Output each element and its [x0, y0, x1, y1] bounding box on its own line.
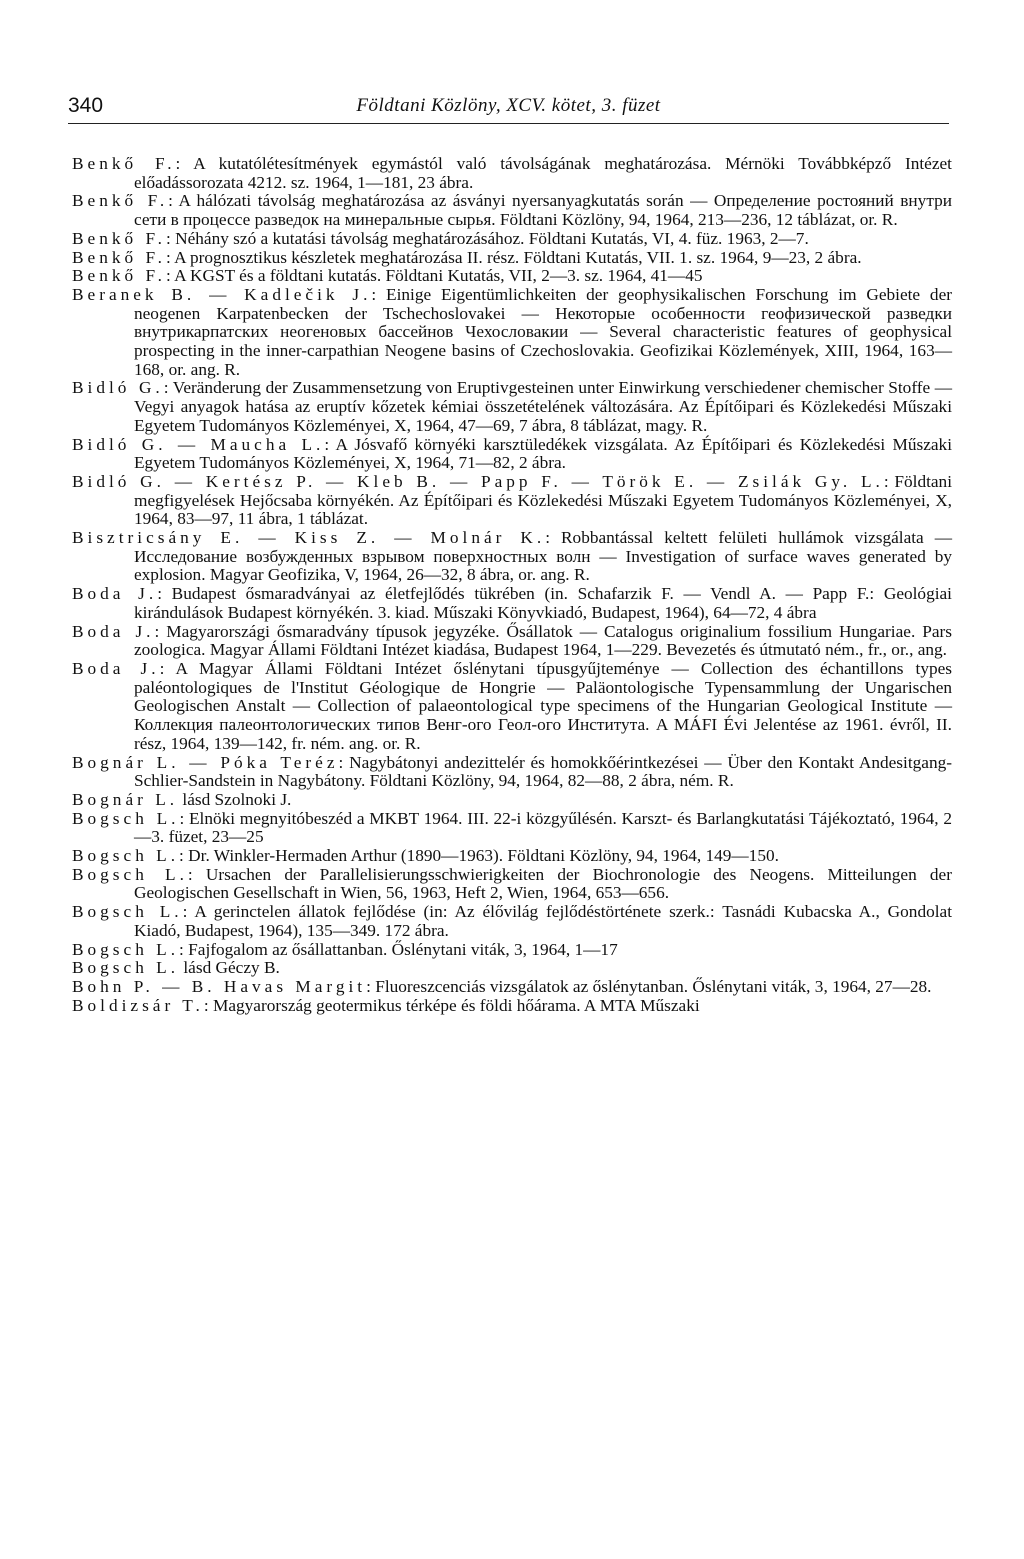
reference-author: Bisztricsány E. — Kiss Z. — Molnár K. [72, 528, 546, 548]
reference-text: lásd Szolnoki J. [178, 789, 292, 809]
reference-entry [72, 623, 952, 660]
reference-entry [72, 959, 952, 978]
reference-text: : Elnöki megnyitóbeszéd a MKBT 1964. III. 22-i közgyűlésén. Karszt- és Barlangkutatási Tájékoztató, 1964, 2—3. füzet, 23—25 [134, 808, 952, 847]
reference-entry [72, 941, 952, 960]
reference-author: Bogsch L. [72, 939, 180, 959]
reference-entry [72, 978, 952, 997]
reference-text: lásd Géczy B. [179, 958, 280, 978]
reference-author: Bidló G. [72, 378, 164, 398]
reference-author: Boda J. [72, 658, 160, 678]
reference-entry [72, 155, 952, 192]
reference-text: : A gerinctelen állatok fejlődése (in: Az élővilág fejlődéstörténete szerk.: Tasnádi Kubacska A., Gondolat Kiadó, Budapest, 1964), 135—349. 172 ábra. [134, 902, 952, 940]
reference-entry [72, 230, 952, 249]
reference-entry [72, 791, 952, 810]
reference-entry [72, 754, 952, 791]
reference-entry [72, 436, 952, 473]
reference-author: Benkő F. [72, 228, 166, 248]
reference-text: : A hálózati távolság meghatározása az ásványi nyersanyagkutatás során — Определение ростояний внутри сети в процессе разведок на минеральные сырья. Földtani Közlöny, 94, 1964, 213—236, 12 táblázat, or. R. [134, 191, 952, 230]
reference-text: : Néhány szó a kutatási távolság meghatározásához. Földtani Kutatás, VI, 4. füz. 1963, 2—7. [166, 228, 809, 248]
reference-entry [72, 585, 952, 622]
reference-entry [72, 660, 952, 754]
reference-author: Bidló G. — Maucha L. [72, 434, 325, 454]
reference-author: Bogsch L. [72, 958, 180, 978]
reference-author: Benkő F. [72, 154, 176, 173]
reference-entry [72, 903, 952, 940]
reference-text: : Fluoreszcenciás vizsgálatok az őslénytanban. Őslénytani viták, 3, 1964, 27—28. [366, 976, 932, 996]
reference-author: Bogsch L. [72, 846, 180, 866]
reference-text: : A Jósvafő környéki karsztüledékek vizsgálata. Az Építőipari és Közlekedési Műszaki Egyetem Tudományos Közleményei, X, 1964, 71—82, 2 ábra. [134, 434, 952, 473]
page-number: 340 [68, 94, 104, 117]
reference-text: : Ursachen der Parallelisierungsschwierigkeiten der Biochronologie des Neogens. Mitteilungen der Geologischen Gesellschaft in Wien, 56, 1963, Heft 2, Wien, 1964, 653—656. [134, 864, 952, 903]
reference-entry [72, 267, 952, 286]
reference-text: : A KGST és a földtani kutatás. Földtani Kutatás, VII, 2—3. sz. 1964, 41—45 [166, 266, 703, 286]
reference-text: : Földtani megfigyelések Hejőcsaba környékén. Az Építőipari és Közlekedési Műszaki Egyetem Tudományos Közleményei, X, 1964, 83—97, 11 ábra, 1 táblázat. [134, 471, 952, 529]
reference-text: : A prognosztikus készletek meghatározása II. rész. Földtani Kutatás, VII. 1. sz. 1964, 9—23, 2 ábra. [166, 247, 862, 267]
reference-text: : Fajfogalom az ősállattanban. Őslénytani viták, 3, 1964, 1—17 [179, 939, 618, 959]
reference-entry [72, 810, 952, 847]
reference-entry [72, 249, 952, 268]
reference-entry [72, 997, 952, 1016]
reference-author: Beranek B. — Kadlečik J. [72, 284, 372, 304]
reference-author: Boldizsár T. [72, 995, 204, 1015]
reference-entry [72, 847, 952, 866]
reference-text: : Einige Eigentümlichkeiten der geophysikalischen Forschung im Gebiete der neogenen Karpatenbecken der Tschechoslovakei — Некоторые особенности геофизической разведки внутрикарпатских неогеновых бассейнов Чехословакии — Several characteristic features of geophysical prospecting in the inner-carpathian Neogene basins of Czechoslovakia. Geofizikai Közlemények, XIII, 1964, 163—168, or. ang. R. [134, 284, 952, 379]
reference-entry [72, 473, 952, 529]
reference-author: Bognár L. [72, 789, 179, 809]
reference-text: : Nagybátonyi andezittelér és homokkőérintkezései — Über den Kontakt Andesitgang-Schlier-Sandstein in Nagybátony. Földtani Közlöny, 94, 1964, 82—88, 2 ábra, ném. R. [134, 752, 952, 791]
reference-author: Boda J. [72, 621, 155, 641]
reference-author: Bidló G. — Kertész P. — Kleb B. — Papp F. — Török E. — Zsilák Gy. L. [72, 471, 884, 491]
reference-text: : Magyarországi ősmaradvány típusok jegyzéke. Ősállatok — Catalogus originalium fossilium Hungariae. Pars zoologica. Magyar Állami Földtani Intézet kiadása, Budapest 1964, 1—229. Bevezetés és útmutató ném., fr., or., ang. [134, 621, 952, 660]
reference-text: : Robbantással keltett felületi hullámok vizsgálata — Исследование возбужденных взрывом поверхностных волн — Investigation of surface waves generated by explosion. Magyar Geofizika, V, 1964, 26—32, 8 ábra, or. ang. R. [134, 528, 953, 585]
reference-author: Benkő F. [72, 266, 166, 286]
reference-entry [72, 529, 952, 585]
reference-entry [72, 192, 952, 229]
reference-list [72, 155, 952, 1015]
reference-entry [72, 286, 952, 380]
reference-text: : Budapest ősmaradványai az életfejlődés tükrében (in. Schafarzik F. — Vendl A. — Papp F.: Geológiai kirándulások Budapest környékén. 3. kiad. Műszaki Könyvkiadó, Budapest, 1964), 64—72, 4 ábra [134, 584, 952, 622]
reference-author: Boda J. [72, 584, 158, 604]
reference-text: : Veränderung der Zusammensetzung von Eruptivgesteinen unter Einwirkung verschiedener chemischer Stoffe — Vegyi anyagok hatása az eruptív kőzetek kémiai összetételének változására. Az Építőipari és Közlekedési Műszaki Egyetem Tudományos Közleményei, X, 1964, 47—69, 7 ábra, 8 táblázat, magy. R. [134, 378, 952, 435]
reference-author: Bogsch L. [72, 808, 180, 828]
reference-author: Bogsch L. [72, 902, 183, 922]
reference-author: Bohn P. — B. Havas Margit [72, 976, 367, 996]
reference-author: Bognár L. — Póka Teréz [72, 752, 339, 772]
reference-author: Benkő F. [72, 191, 169, 211]
reference-entry [72, 379, 952, 435]
reference-text: : Dr. Winkler-Hermaden Arthur (1890—1963). Földtani Közlöny, 94, 1964, 149—150. [179, 846, 779, 866]
reference-author: Benkő F. [72, 247, 166, 267]
reference-author: Bogsch L. [72, 864, 188, 884]
running-title: Földtani Közlöny, XCV. kötet, 3. füzet [356, 95, 661, 116]
reference-text: : A kutatólétesítmények egymástól való távolságának meghatározása. Mérnöki Továbbképző Intézet előadássorozata 4212. sz. 1964, 1—181, 23 ábra. [134, 154, 952, 192]
reference-text: : Magyarország geotermikus térképe és földi hőárama. A MTA Műszaki [203, 995, 700, 1015]
page-header [68, 93, 949, 124]
reference-text: : A Magyar Állami Földtani Intézet őslénytani típusgyűjteménye — Collection des échantillons types paléontologiques de l'Institut Géologique de Hongrie — Paläontologische Typensammlung der Ungarischen Geologischen Anstalt — Collection of palaeontological type specimens of the Hungarian Geological Institute — Коллекция палеонтологических типов Венг-ого Геол-ого Института. A MÁFI Évi Jelentése az 1961. évről, II. rész, 1964, 139—142, fr. ném. ang. or. R. [134, 658, 953, 753]
reference-entry [72, 866, 952, 903]
